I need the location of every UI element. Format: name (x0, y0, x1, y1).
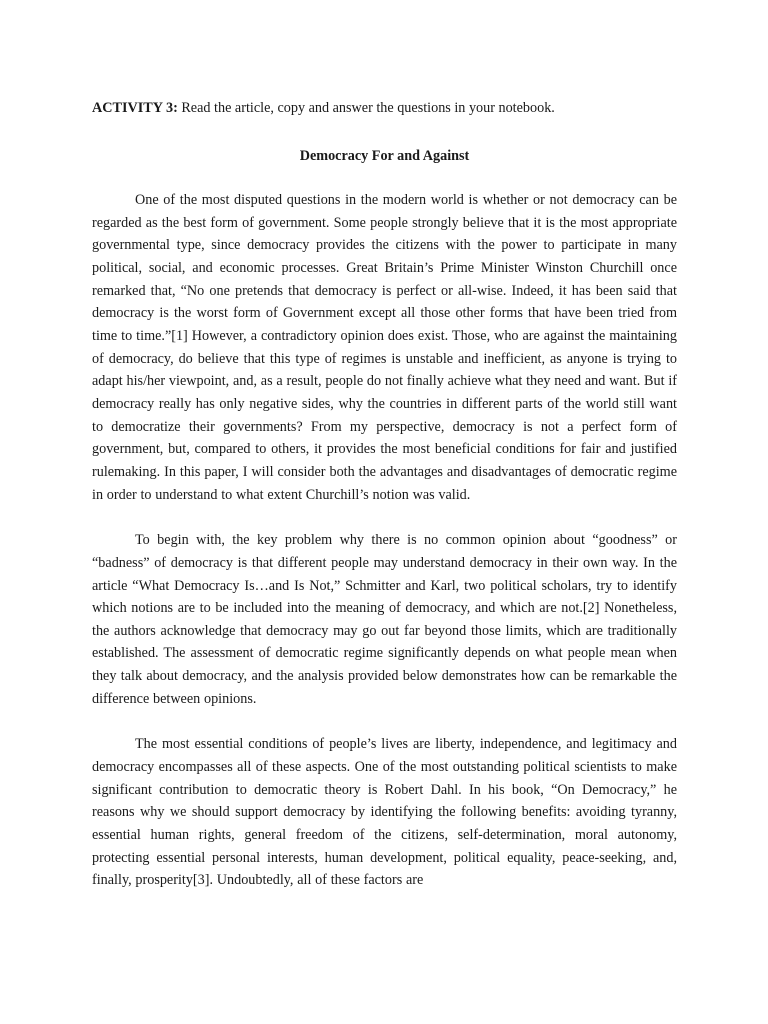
paragraph-2: To begin with, the key problem why there is no common opinion about “goodness” or “badness” of democracy is that different people may understand democracy in their own way. In the article “What Democracy Is…and Is Not,” Schmitter and Karl, two political scholars, try to identify which notions are to be included into the meaning of democracy, and which are not.[2] Nonetheless, the authors acknowledge that democracy may go out far beyond those limits, which are traditionally established. The assessment of democratic regime significantly depends on what people mean when they talk about democracy, and the analysis provided below demonstrates how can be remarkable the difference between opinions. (92, 532, 677, 707)
document-body (92, 97, 677, 892)
article-title: Democracy For and Against (299, 148, 470, 164)
activity-text: Read the article, copy and answer the questions in your notebook. (177, 100, 555, 116)
paragraph-1: One of the most disputed questions in the modern world is whether or not democracy can be regarded as the best form of government. Some people strongly believe that it is the most appropriate governmental type, since democracy provides the citizens with the power to participate in many political, social, and economic processes. Great Britain’s Prime Minister Winston Churchill once remarked that, “No one pretends that democracy is perfect or all-wise. Indeed, it has been said that democracy is the worst form of Government except all those other forms that have been tried from time to time.”[1] However, a contradictory opinion does exist. Those, who are against the maintaining of democracy, do believe that this type of regimes is unstable and inefficient, as anyone is trying to adapt his/her viewpoint, and, as a result, people do not finally achieve what they need and want. But if democracy really has only negative sides, why the countries in different parts of the world still want to democratize their governments? From my perspective, democracy is not a perfect form of government, but, compared to others, it provides the most beneficial conditions for fair and justified rulemaking. In this paper, I will consider both the advantages and disadvantages of democratic regime in order to understand to what extent Churchill’s notion was valid. (92, 192, 677, 503)
activity-label: ACTIVITY 3: (92, 100, 178, 116)
paragraph-3: The most essential conditions of people’s lives are liberty, independence, and legitimacy and democracy encompasses all of these aspects. One of the most outstanding political scientists to make significant contribution to democratic theory is Robert Dahl. In his book, “On Democracy,” he reasons why we should support democracy by identifying the following benefits: avoiding tyranny, essential human rights, general freedom of the citizens, self-determination, moral autonomy, protecting essential personal interests, human development, political equality, peace-seeking, and, finally, prosperity[3]. Undoubtedly, all of these factors are (92, 736, 677, 889)
activity-instruction (92, 97, 677, 119)
